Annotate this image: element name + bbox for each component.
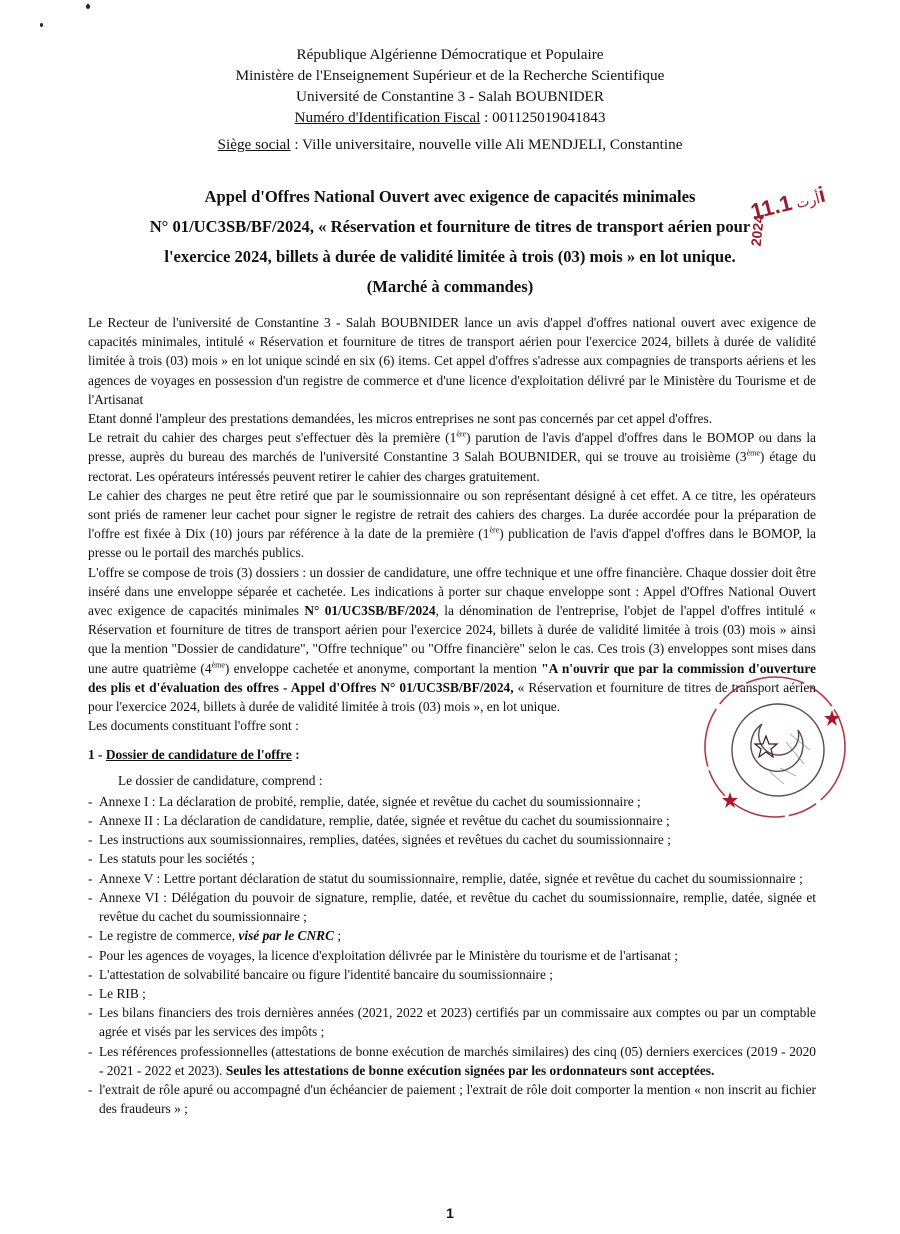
- republic-line: République Algérienne Démocratique et Populaire: [296, 46, 604, 63]
- paragraph-withdrawal: Le retrait du cahier des charges peut s'effectuer dès la première (1ère) parution de l'avis d'appel d'offres dans le BOMOP ou dans la presse, auprès du bureau des marchés de l'université Constantine 3 Salah BOUBNIDER, qui se trouve au troisième (3ème) étage du rectorat. Les opérateurs intéressés peuvent retirer le cahier des charges gratuitement.: [88, 429, 817, 484]
- handwritten-word: أرت: [794, 189, 822, 212]
- list-item: - l'extrait de rôle apuré ou accompagné d'un échéancier de paiement ; l'extrait de rôle doit comporter la mention « non inscrit au fichier des fraudeurs » ;: [88, 1080, 816, 1118]
- list-item: - Annexe II : La déclaration de candidature, remplie, datée, signée et revêtue du cachet du soumissionnaire ;: [88, 811, 816, 830]
- paragraph-intro: Le Recteur de l'université de Constantine 3 - Salah BOUBNIDER lance un avis d'appel d'offres national ouvert avec exigence de capacités minimales, intitulé « Réservation et fourniture de titres de transport aérien pour l'exercice 2024, billets à durée de validité limitée à trois (03) mois » en lot unique scindé en six (6) items. Cet appel d'offres s'adresse aux compagnies de transports aériens et les agences de voyages en possession d'un registre de commerce et d'une licence d'exploitation délivré par le Ministère du Tourisme et de l'Artisanat: [88, 315, 816, 407]
- section-intro: Le dossier de candidature, comprend :: [118, 772, 323, 788]
- paragraph-micro-enterprises: Etant donné l'ampleur des prestations demandées, les micros entreprises ne sont pas concernés par cet appel d'offres.: [88, 411, 713, 427]
- title-line-2: N° 01/UC3SB/BF/2024, « Réservation et fourniture de titres de transport aérien pour: [149, 217, 751, 236]
- list-item: - Le RIB ;: [88, 984, 816, 1003]
- title-line-1: Appel d'Offres National Ouvert avec exigence de capacités minimales: [204, 187, 696, 206]
- handwritten-date: 11.1i: [748, 181, 829, 225]
- official-stamp-icon: [700, 672, 850, 822]
- nif-value: : 001125019041843: [480, 109, 606, 126]
- list-item: - Annexe V : Lettre portant déclaration de statut du soumissionnaire, remplie, datée, signée et revêtue du cachet du soumissionnaire ;: [88, 869, 816, 888]
- seat-label: Siège social: [217, 136, 291, 153]
- nif-label: Numéro d'Identification Fiscal: [294, 109, 481, 126]
- page-number: 1: [446, 1205, 454, 1221]
- paragraph-documents: Les documents constituant l'offre sont :: [88, 718, 299, 734]
- seat-value: : Ville universitaire, nouvelle ville Ali MENDJELI, Constantine: [290, 136, 683, 153]
- list-item: - L'attestation de solvabilité bancaire ou figure l'identité bancaire du soumissionnaire ;: [88, 965, 816, 984]
- paragraph-envelopes: L'offre se compose de trois (3) dossiers : un dossier de candidature, une offre technique et une offre financière. Chaque dossier doit être inséré dans une enveloppe séparée et cachetée. Les indications à porter sur chaque enveloppe sont : Appel d'Offres National Ouvert avec exigence de capacités minimales N° 01/UC3SB/BF/2024, la dénomination de l'entreprise, l'objet de l'appel d'offres intitulé « Réservation et fourniture de titres de transport aérien pour l'exercice 2024, billets à durée de validité limitée à trois (03) mois » ainsi que la mention "Dossier de candidature", "Offre technique" ou "Offre financière" selon le cas. Ces trois (3) enveloppes sont mises dans une autre quatrième (4ème) enveloppe cachetée et anonyme, comportant la mention "A n'ouvrir que par la commission d'ouverture des plis et d'évaluation des offres - Appel d'Offres N° 01/UC3SB/BF/2024, « Réservation et fourniture de titres de transport aérien pour l'exercice 2024, billets à durée de validité limitée à trois (03) mois », en lot unique.: [88, 564, 816, 715]
- seat-line: [0, 134, 900, 155]
- scan-speck: [86, 4, 90, 9]
- section-heading: 1 - Dossier de candidature de l'offre :: [88, 747, 300, 763]
- ministry-line: Ministère de l'Enseignement Supérieur et de la Recherche Scientifique: [235, 67, 665, 84]
- handwritten-year: 2024: [747, 214, 767, 247]
- required-documents-list: [88, 792, 816, 1118]
- nif-line: [0, 107, 900, 128]
- list-item: - Annexe I : La déclaration de probité, remplie, datée, signée et revêtue du cachet du soumissionnaire ;: [88, 792, 816, 811]
- title-line-4: (Marché à commandes): [366, 277, 534, 296]
- list-item: - Le registre de commerce, visé par le CNRC ;: [88, 926, 816, 945]
- list-item: - Les statuts pour les sociétés ;: [88, 849, 816, 868]
- scan-speck: [40, 23, 43, 27]
- title-line-3: l'exercice 2024, billets à durée de validité limitée à trois (03) mois » en lot unique.: [164, 247, 736, 266]
- list-item: - Les références professionnelles (attestations de bonne exécution de marchés similaires) des cinq (05) derniers exercices (2019 - 2020 - 2021 - 2022 et 2023). Seules les attestations de bonne exécution signées par les ordonnateurs sont acceptées.: [88, 1042, 816, 1080]
- list-item: - Annexe VI : Délégation du pouvoir de signature, remplie, datée, et revêtue du cachet du soumissionnaire, remplie, datée, signée et revêtue du cachet du soumissionnaire ;: [88, 888, 816, 926]
- university-line: Université de Constantine 3 - Salah BOUBNIDER: [296, 88, 604, 105]
- list-item: - Pour les agences de voyages, la licence d'exploitation délivrée par le Ministère du tourisme et de l'artisanat ;: [88, 946, 816, 965]
- list-item: - Les bilans financiers des trois dernières années (2021, 2022 et 2023) certifiés par un commissaire aux comptes ou par un comptable agrée et visés par les services des impôts ;: [88, 1003, 816, 1041]
- letterhead: [0, 44, 900, 155]
- paragraph-deadline: Le cahier des charges ne peut être retiré que par le soumissionnaire ou son représentant désigné à cet effet. A ce titre, les opérateurs sont priés de ramener leur cachet pour signer le registre de retrait des cahiers des charges. La durée accordée pour la préparation de l'offre est fixée à Dix (10) jours par référence à la date de la première (1ère) publication de l'avis d'appel d'offres dans le BOMOP, la presse ou le portail des marchés publics.: [88, 487, 816, 561]
- list-item: - Les instructions aux soumissionnaires, remplies, datées, signées et revêtues du cachet du soumissionnaire ;: [88, 830, 816, 849]
